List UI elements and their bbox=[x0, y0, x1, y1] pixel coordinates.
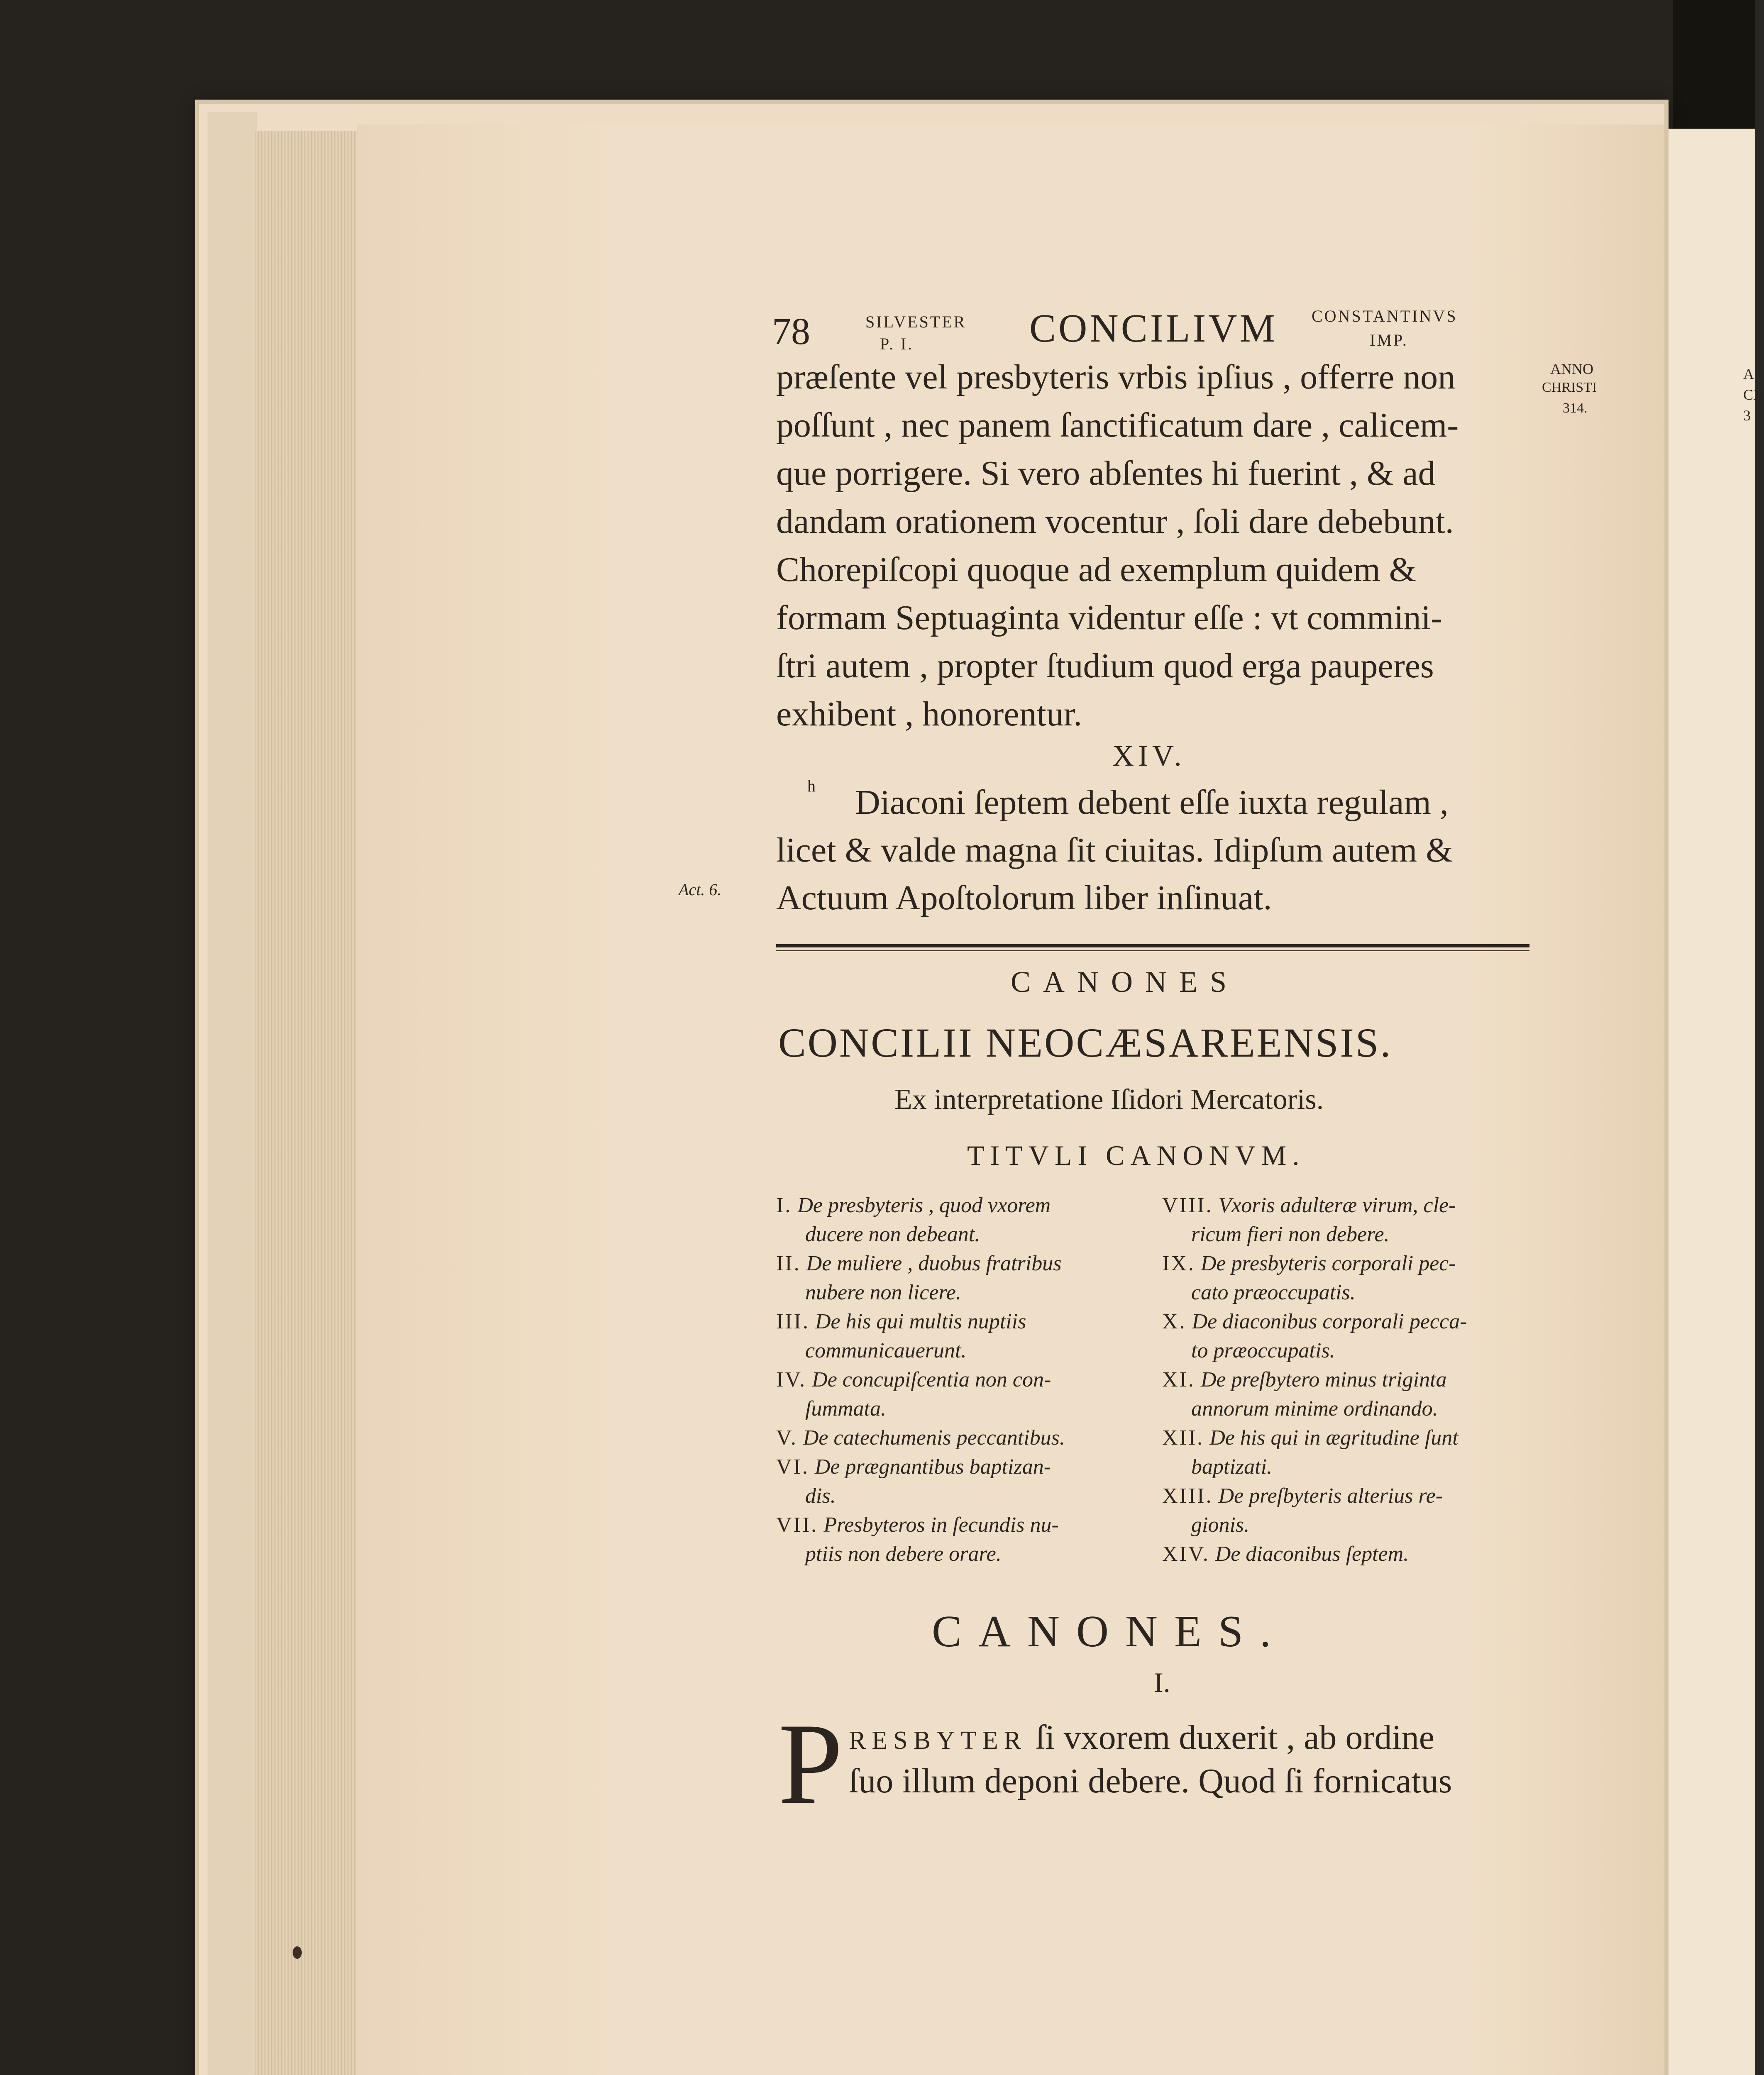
side-note-year: 314. bbox=[1563, 400, 1588, 416]
ink-spot bbox=[293, 1946, 302, 1959]
index-entry bbox=[1162, 1191, 1536, 1249]
section-rule bbox=[776, 944, 1529, 947]
running-head-left-top: SILVESTER bbox=[865, 312, 967, 331]
body-line: poſſunt , nec panem ſanctificatum dare , calicem- bbox=[776, 406, 1459, 444]
body-line: præſente vel presbyteris vrbis ipſius , offerre non bbox=[776, 358, 1456, 396]
index-entry bbox=[776, 1452, 1150, 1511]
canon-14-line: Actuum Apoſtolorum liber inſinuat. bbox=[776, 879, 1272, 917]
page-number: 78 bbox=[772, 310, 810, 352]
canon-14-line: licet & valde magna ſit ciuitas. Idipſum autem & bbox=[776, 831, 1453, 869]
entry-text-cont: dis. bbox=[805, 1484, 836, 1508]
small-caps-word: RESBYTER bbox=[849, 1726, 1027, 1755]
body-line: que porrigere. Si vero abſentes hi fuerint , & ad bbox=[776, 454, 1436, 493]
section-rule-thin bbox=[776, 950, 1529, 951]
page-edges bbox=[255, 131, 359, 2075]
side-note-christi: CHRISTI bbox=[1542, 380, 1597, 395]
entry-number: X. bbox=[1162, 1310, 1187, 1333]
body-line: dandam orationem vocentur , ſoli dare debebunt. bbox=[776, 502, 1454, 541]
entry-text: De his qui multis nuptiis bbox=[815, 1310, 1026, 1333]
entry-number: VI. bbox=[776, 1455, 809, 1479]
entry-text: De presbyteris corporali pec- bbox=[1200, 1252, 1456, 1275]
index-entry bbox=[776, 1511, 1150, 1569]
entry-number: XI. bbox=[1162, 1368, 1195, 1391]
running-head-title: CONCILIVM bbox=[1029, 306, 1278, 350]
side-note-anno: ANNO bbox=[1550, 361, 1593, 377]
next-page-text-2: CH bbox=[1743, 386, 1764, 403]
entry-text: De presbyteris , quod vxorem bbox=[797, 1194, 1051, 1217]
running-head-left-bottom: P. I. bbox=[880, 334, 914, 353]
body-line: formam Septuaginta videntur eſſe : vt commini- bbox=[776, 598, 1442, 637]
page-margin bbox=[208, 112, 257, 2075]
margin-note: Act. 6. bbox=[679, 880, 722, 899]
entry-number: II. bbox=[776, 1252, 801, 1275]
index-entry bbox=[1162, 1249, 1536, 1307]
tituli-heading: TITVLI CANONVM. bbox=[967, 1140, 1305, 1171]
entry-text-cont: baptizati. bbox=[1191, 1455, 1273, 1479]
canon-1-line-1-rest: ſi vxorem duxerit , ab ordine bbox=[1026, 1718, 1435, 1757]
entry-number: IV. bbox=[776, 1368, 807, 1391]
body-line: exhibent , honorentur. bbox=[776, 695, 1082, 733]
entry-number: XIV. bbox=[1162, 1542, 1210, 1566]
entry-number: VIII. bbox=[1162, 1194, 1213, 1217]
entry-number: I. bbox=[776, 1194, 792, 1217]
entry-text: De prægnantibus baptizan- bbox=[814, 1455, 1051, 1479]
index-column-right bbox=[1162, 1191, 1536, 1569]
entry-text-cont: nubere non licere. bbox=[805, 1281, 961, 1304]
entry-text: Presbyteros in ſecundis nu- bbox=[823, 1513, 1059, 1537]
entry-text: De preſbyteris alterius re- bbox=[1218, 1484, 1443, 1508]
next-page-edge bbox=[1669, 129, 1764, 2075]
index-entry bbox=[1162, 1365, 1536, 1423]
index-entry bbox=[776, 1423, 1150, 1452]
canon-1-line-2: ſuo illum deponi debere. Quod ſi fornicatus bbox=[849, 1762, 1452, 1800]
index-column-left bbox=[776, 1191, 1150, 1569]
entry-text-cont: cato præoccupatis. bbox=[1191, 1281, 1356, 1304]
body-line: ſtri autem , propter ſtudium quod erga pauperes bbox=[776, 647, 1434, 685]
running-head-right-top: CONSTANTINVS bbox=[1312, 307, 1458, 325]
entry-text: De concupiſcentia non con- bbox=[812, 1368, 1051, 1391]
footnote-marker: h bbox=[807, 776, 816, 795]
entry-number: XIII. bbox=[1162, 1484, 1213, 1508]
index-entry bbox=[776, 1365, 1150, 1423]
entry-text: De preſbytero minus triginta bbox=[1200, 1368, 1447, 1391]
drop-cap: P bbox=[778, 1699, 843, 1828]
entry-text: Vxoris adulteræ virum, cle- bbox=[1218, 1194, 1456, 1217]
entry-number: III. bbox=[776, 1310, 810, 1333]
entry-text: De his qui in ægritudine ſunt bbox=[1209, 1426, 1459, 1450]
canones-heading: CANONES bbox=[1011, 965, 1239, 998]
entry-text-cont: ſummata. bbox=[805, 1397, 886, 1421]
canon-1-numeral: I. bbox=[1154, 1667, 1170, 1698]
entry-text-cont: gionis. bbox=[1191, 1513, 1250, 1537]
next-page-text-3: 3 bbox=[1743, 407, 1751, 424]
entry-text-cont: ptiis non debere orare. bbox=[805, 1542, 1002, 1566]
entry-text-cont: ducere non debeant. bbox=[805, 1223, 980, 1246]
entry-number: XII. bbox=[1162, 1426, 1205, 1450]
concilii-heading: CONCILII NEOCÆSAREENSIS. bbox=[778, 1020, 1393, 1066]
running-head-right-bottom: IMP. bbox=[1370, 331, 1408, 349]
index-entry bbox=[776, 1249, 1150, 1307]
index-entry bbox=[1162, 1482, 1536, 1540]
entry-number: IX. bbox=[1162, 1252, 1195, 1275]
body-line: Chorepiſcopi quoque ad exemplum quidem & bbox=[776, 550, 1417, 589]
next-page-text-1: A bbox=[1743, 366, 1754, 382]
entry-text-cont: ricum fieri non debere. bbox=[1191, 1223, 1390, 1246]
canon-14-heading: XIV. bbox=[1112, 739, 1186, 772]
index-entry bbox=[1162, 1423, 1536, 1482]
entry-text: De catechumenis peccantibus. bbox=[803, 1426, 1065, 1450]
index-entry bbox=[776, 1307, 1150, 1365]
index-entry bbox=[1162, 1540, 1536, 1569]
entry-text: De diaconibus corporali pecca- bbox=[1192, 1310, 1467, 1333]
interpretation-line: Ex interpretatione Iſidori Mercatoris. bbox=[894, 1084, 1324, 1116]
index-entry bbox=[776, 1191, 1150, 1249]
entry-text: De diaconibus ſeptem. bbox=[1215, 1542, 1409, 1566]
entry-number: V. bbox=[776, 1426, 798, 1450]
entry-text-cont: to præoccupatis. bbox=[1191, 1339, 1335, 1362]
entry-text: De muliere , duobus fratribus bbox=[806, 1252, 1062, 1275]
entry-text-cont: annorum minime ordinando. bbox=[1191, 1397, 1438, 1421]
canon-1-line-1 bbox=[849, 1717, 1434, 1758]
entry-text-cont: communicauerunt. bbox=[805, 1339, 967, 1362]
entry-number: VII. bbox=[776, 1513, 818, 1537]
canon-14-line: Diaconi ſeptem debent eſſe iuxta regulam , bbox=[855, 783, 1449, 822]
canones-title: CANONES. bbox=[932, 1607, 1288, 1656]
index-entry bbox=[1162, 1307, 1536, 1365]
